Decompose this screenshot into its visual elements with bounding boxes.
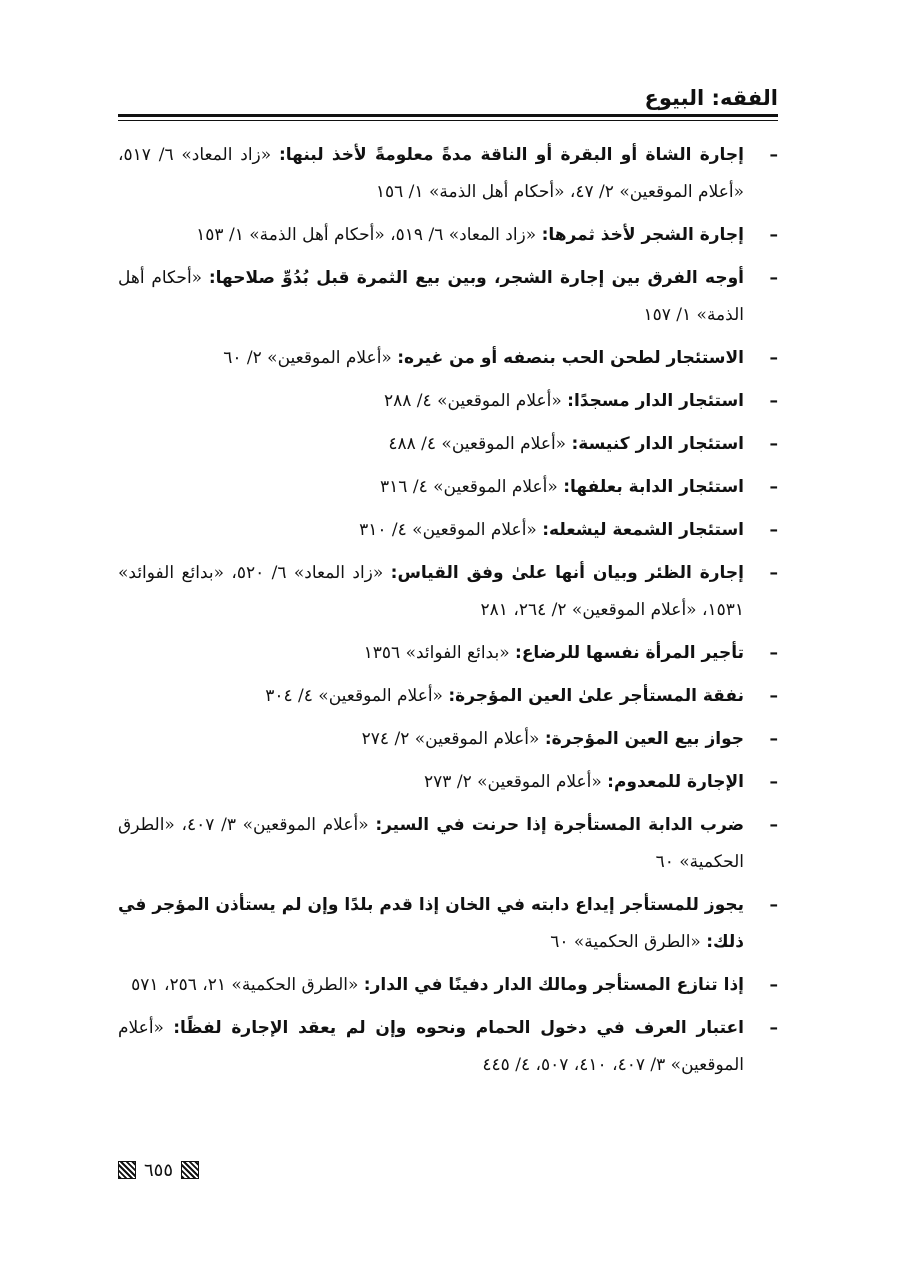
entry-topic: تأجير المرأة نفسها للرضاع: (515, 643, 744, 663)
index-entry (118, 764, 778, 801)
entry-topic: نفقة المستأجر علىٰ العين المؤجرة: (448, 686, 744, 706)
entry-reference: «أعلام الموقعين» ٤/ ٣١٠ (359, 520, 537, 540)
entry-topic: استئجار الدار كنيسة: (571, 434, 744, 454)
index-entry (118, 555, 778, 629)
dash-bullet-icon: – (769, 643, 778, 663)
index-entry (118, 807, 778, 881)
index-entry (118, 512, 778, 549)
entry-topic: أوجه الفرق بين إجارة الشجر، وبين بيع الثمرة قبل بُدُوِّ صلاحها: (208, 268, 744, 288)
index-entry (118, 1010, 778, 1084)
dash-bullet-icon: – (769, 815, 778, 835)
running-title: الفقه: البيوع (644, 86, 778, 110)
dash-bullet-icon: – (769, 729, 778, 749)
dash-bullet-icon: – (769, 975, 778, 995)
entry-topic: إجارة الظئر وبيان أنها علىٰ وفق القياس: (390, 563, 745, 583)
header-rule-thick (118, 114, 778, 117)
entry-reference: «أعلام الموقعين» ٢/ ٢٧٤ (361, 729, 540, 749)
entry-topic: استئجار الدار مسجدًا: (567, 391, 744, 411)
index-entry (118, 426, 778, 463)
index-entry (118, 678, 778, 715)
index-entries (118, 137, 778, 1090)
entry-reference: «أعلام الموقعين» ٤/ ٤٨٨ (388, 434, 567, 454)
dash-bullet-icon: – (769, 520, 778, 540)
entry-reference: «زاد المعاد» ٦/ ٥٢٠، «بدائع الفوائد» ١٥٣١، «أعلام الموقعين» ٢/ ٢٦٤، ٢٨١ (118, 563, 744, 620)
dash-bullet-icon: – (769, 225, 778, 245)
index-entry (118, 887, 778, 961)
header-rule-thin (118, 120, 778, 121)
index-entry (118, 217, 778, 254)
dash-bullet-icon: – (769, 477, 778, 497)
entry-topic: يجوز للمستأجر إيداع دابته في الخان إذا قدم بلدًا وإن لم يستأذن المؤجر في ذلك: (118, 895, 744, 952)
index-entry (118, 137, 778, 211)
entry-reference: «أعلام الموقعين» ٤/ ٣١٦ (380, 477, 558, 497)
entry-reference: «الطرق الحكمية» ٦٠ (550, 932, 701, 952)
entry-reference: «أعلام الموقعين» ٣/ ٤٠٧، ٤١٠، ٥٠٧، ٤/ ٤٤٥ (118, 1018, 744, 1075)
dash-bullet-icon: – (769, 772, 778, 792)
ornament-left-icon (118, 1161, 136, 1179)
entry-reference: «أعلام الموقعين» ٢/ ٢٧٣ (424, 772, 602, 792)
entry-reference: «بدائع الفوائد» ١٣٥٦ (363, 643, 510, 663)
dash-bullet-icon: – (769, 563, 778, 583)
entry-reference: «أعلام الموقعين» ٣/ ٤٠٧، «الطرق الحكمية» ٦٠ (118, 815, 744, 872)
page-header (118, 82, 778, 122)
entry-reference: «أعلام الموقعين» ٤/ ٢٨٨ (383, 391, 562, 411)
index-entry (118, 967, 778, 1004)
page-footer (118, 1158, 199, 1182)
entry-topic: إجارة الشاة أو البقرة أو الناقة مدةً معلومةً لأخذ لبنها: (278, 145, 745, 165)
dash-bullet-icon: – (769, 348, 778, 368)
dash-bullet-icon: – (769, 895, 778, 915)
index-entry (118, 260, 778, 334)
entry-reference: «أحكام أهل الذمة» ١/ ١٥٧ (118, 268, 744, 325)
entry-topic: الاستئجار لطحن الحب بنصفه أو من غيره: (397, 348, 744, 368)
index-entry (118, 469, 778, 506)
index-entry (118, 721, 778, 758)
entry-topic: إجارة الشجر لأخذ ثمرها: (541, 225, 744, 245)
dash-bullet-icon: – (769, 391, 778, 411)
entry-topic: الإجارة للمعدوم: (607, 772, 744, 792)
entry-reference: «أعلام الموقعين» ٢/ ٦٠ (223, 348, 392, 368)
entry-reference: «زاد المعاد» ٦/ ٥١٧، «أعلام الموقعين» ٢/ ٤٧، «أحكام أهل الذمة» ١/ ١٥٦ (118, 145, 744, 202)
entry-topic: إذا تنازع المستأجر ومالك الدار دفينًا في الدار: (363, 975, 744, 995)
dash-bullet-icon: – (769, 145, 778, 165)
entry-topic: استئجار الدابة بعلفها: (563, 477, 744, 497)
entry-topic: استئجار الشمعة ليشعله: (542, 520, 744, 540)
page-number: ٦٥٥ (144, 1159, 174, 1181)
dash-bullet-icon: – (769, 268, 778, 288)
ornament-right-icon (181, 1161, 199, 1179)
entry-topic: جواز بيع العين المؤجرة: (544, 729, 744, 749)
entry-reference: «الطرق الحكمية» ٢١، ٢٥٦، ٥٧١ (131, 975, 359, 995)
entry-reference: «أعلام الموقعين» ٤/ ٣٠٤ (265, 686, 443, 706)
dash-bullet-icon: – (769, 1018, 778, 1038)
index-entry (118, 340, 778, 377)
entry-reference: «زاد المعاد» ٦/ ٥١٩، «أحكام أهل الذمة» ١/ ١٥٣ (196, 225, 537, 245)
dash-bullet-icon: – (769, 434, 778, 454)
entry-topic: اعتبار العرف في دخول الحمام ونحوه وإن لم يعقد الإجارة لفظًا: (173, 1018, 744, 1038)
index-entry (118, 383, 778, 420)
index-entry (118, 635, 778, 672)
dash-bullet-icon: – (769, 686, 778, 706)
entry-topic: ضرب الدابة المستأجرة إذا حرنت في السير: (375, 815, 745, 835)
